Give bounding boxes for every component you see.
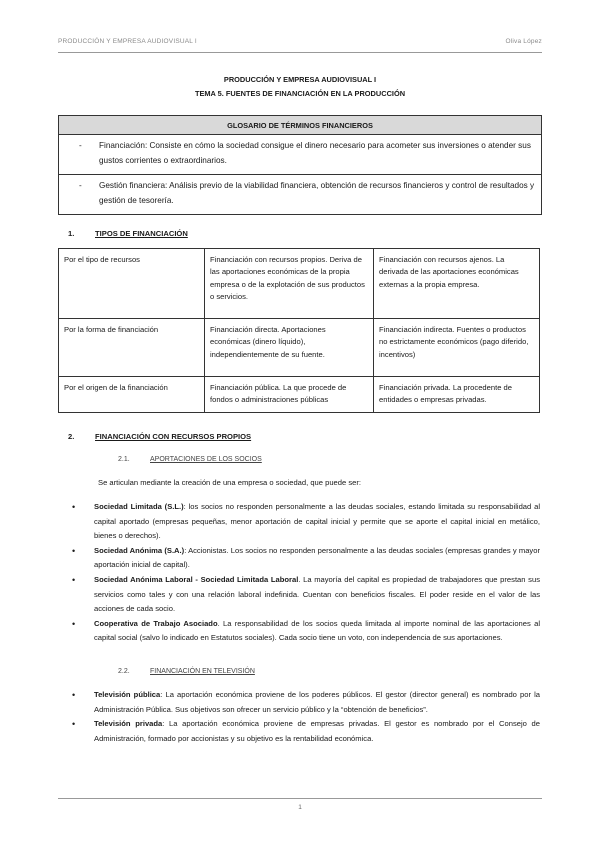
item-text: : Accionistas. Los socios no responden personalmente a las deudas sociales (empresas grandes y mayor aportación inicial de capital). (94, 545, 540, 570)
tv-types-list (58, 688, 540, 746)
table-cell-criterion: Por la forma de financiación (59, 319, 205, 377)
item-text: . La responsabilidad de los socios queda limitada al importe nominal de las aportaciones al capital social (salvo lo indicado en Estatutos sociales). Cada socio tiene un voto, con independencia de sus aportaciones. (94, 618, 541, 643)
page-header (58, 38, 542, 45)
section-number: 1. (68, 229, 75, 238)
doc-subtitle: TEMA 5. FUENTES DE FINANCIACIÓN EN LA PRODUCCIÓN (194, 89, 406, 98)
subsection-heading-2-2 (118, 668, 255, 675)
item-term: Cooperativa de Trabajo Asociado (94, 618, 218, 628)
glossary-text: Gestión financiera: Análisis previo de la viabilidad financiera, obtención de recursos financieros y control de resultados y gestión de tesorería. (99, 181, 535, 205)
section-heading-2 (68, 432, 251, 441)
section-title: TIPOS DE FINANCIACIÓN (95, 229, 188, 238)
glossary-dash: - (79, 181, 82, 190)
table-cell: Financiación privada. La procedente de entidades o empresas privadas. (374, 377, 540, 413)
intro-paragraph: Se articulan mediante la creación de una empresa o sociedad, que puede ser: (98, 478, 361, 487)
list-item (58, 500, 540, 544)
glossary-dash: - (79, 141, 82, 150)
financing-types-table (58, 248, 540, 413)
table-cell-criterion: Por el origen de la financiación (59, 377, 205, 413)
table-row (59, 249, 540, 319)
table-cell: Financiación indirecta. Fuentes o productos no estrictamente económicos (pago diferido, incentivos) (374, 319, 540, 377)
table-cell: Financiación directa. Aportaciones económicas (dinero líquido), independientemente de su fuente. (205, 319, 374, 377)
table-row (59, 377, 540, 413)
list-item (58, 544, 540, 573)
list-item (58, 688, 540, 717)
table-cell: Financiación con recursos propios. Deriva de las aportaciones económicas de la propia empresa o de la explotación de sus productos o servicios. (205, 249, 374, 319)
footer-divider (58, 798, 542, 799)
subsection-number: 2.1. (118, 456, 130, 463)
item-text: : los socios no responden personalmente a las deudas sociales, estando limitada su responsabilidad al capital aportado (empresas pequeñas, menor aportación de capital inicial y permite que se aporte el capital inicial en metálico, bienes o derechos). (94, 502, 541, 541)
item-term: Televisión privada (94, 719, 163, 729)
table-cell: Financiación pública. La que procede de fondos o administraciones públicas (205, 377, 374, 413)
item-term: Sociedad Limitada (S.L.) (94, 502, 184, 511)
list-item (58, 717, 540, 746)
header-divider (58, 52, 542, 53)
company-types-list (58, 500, 540, 646)
item-term: Sociedad Anónima (S.A.) (94, 545, 185, 555)
item-text: : La aportación económica proviene de empresas privadas. El gestor es nombrado por el Consejo de Administración, formado por accionistas y su objetivo es la rentabilidad económica. (94, 719, 540, 743)
glossary-text: Financiación: Consiste en cómo la sociedad consigue el dinero necesario para acometer sus inversiones o atender sus gustos corrientes o extraordinarios. (99, 141, 531, 165)
item-text: . La mayoría del capital es propiedad de trabajadores que prestan sus servicios como tales y con una relación laboral indefinida. Cuentan con beneficios fiscales. El poder reside en el valor de las acciones de cada socio. (94, 574, 540, 614)
list-item (58, 573, 540, 617)
section-number: 2. (68, 432, 75, 441)
doc-title: PRODUCCIÓN Y EMPRESA AUDIOVISUAL I (223, 75, 377, 84)
section-heading-1 (68, 229, 188, 238)
subsection-title: APORTACIONES DE LOS SOCIOS (150, 456, 262, 463)
glossary-item (59, 135, 541, 175)
item-term: Televisión pública (94, 690, 161, 699)
glossary-heading: GLOSARIO DE TÉRMINOS FINANCIEROS (59, 116, 541, 135)
page-number: 1 (298, 804, 302, 811)
header-course: PRODUCCIÓN Y EMPRESA AUDIOVISUAL I (58, 38, 197, 45)
table-cell-criterion: Por el tipo de recursos (59, 249, 205, 319)
section-title: FINANCIACIÓN CON RECURSOS PROPIOS (95, 432, 252, 441)
list-item (58, 617, 540, 646)
item-term: Sociedad Anónima Laboral - Sociedad Limitada Laboral (94, 574, 299, 584)
header-author: Oliva López (505, 38, 542, 45)
glossary-item (59, 175, 541, 214)
table-row (59, 319, 540, 377)
subsection-number: 2.2. (118, 668, 130, 675)
item-text: : La aportación económica proviene de los poderes públicos. El gestor (director general) es nombrado por la Administración Pública. Sus objetivos son ofrecer un servicio público y la “obtención de beneficios”. (94, 690, 540, 714)
glossary-box (58, 115, 542, 215)
subsection-title: FINANCIACIÓN EN TELEVISIÓN (150, 668, 255, 675)
subsection-heading-2-1 (118, 456, 262, 463)
table-cell: Financiación con recursos ajenos. La derivada de las aportaciones económicas externas a la propia empresa. (374, 249, 540, 319)
